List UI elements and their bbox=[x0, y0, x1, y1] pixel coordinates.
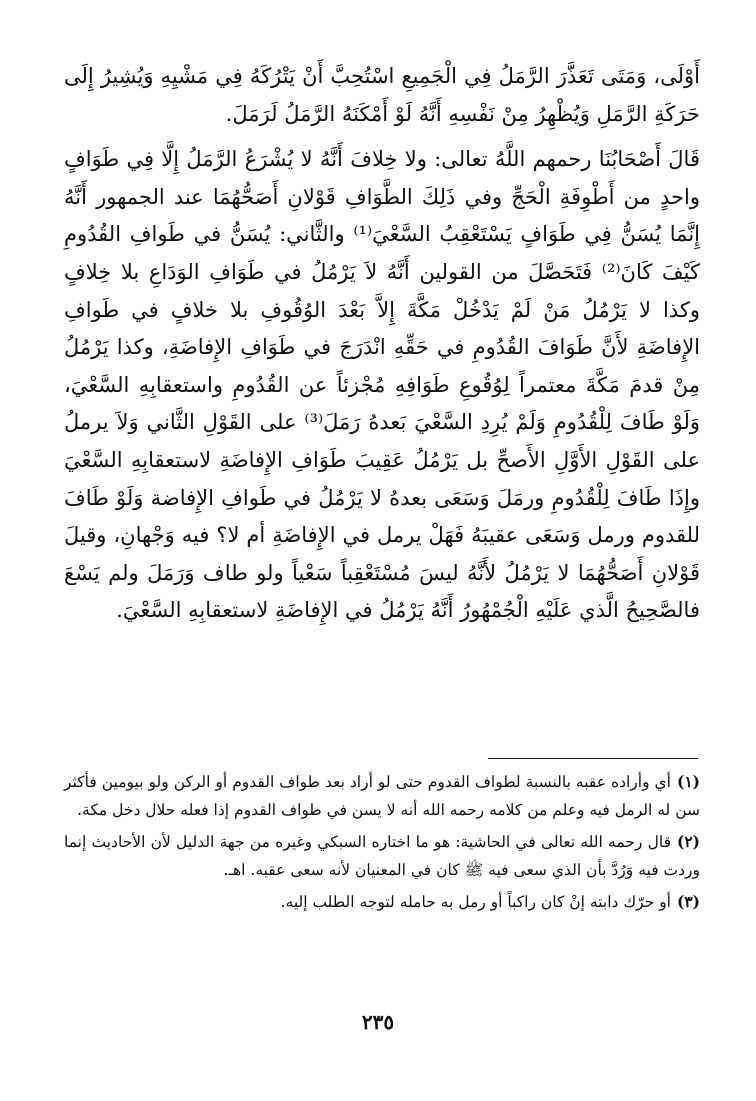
footnote-2-text: قال رحمه الله تعالى في الحاشية: هو ما اختاره السبكي وغيره من جهة الدليل لأن الأحاديث إنما وردت فيه وَرُدَّ بأن الذي سعى فيه ﷺ كان في المعنيان لأنه سعى عقبه. اهـ. bbox=[64, 833, 700, 879]
page-number: ٢٣٥ bbox=[361, 1010, 395, 1034]
footnote-3-text: أو حرّك دابته إنْ كان راكباً أو رمل به حامله لتوجه الطلب إليه. bbox=[280, 893, 671, 911]
footnote-1-text: أي وأراده عقبه بالنسبة لطواف القدوم حتى لو أراد بعد طواف القدوم أو الركن ولو بيومين فأكثر سن له الرمل فيه وعلم من كلامه رحمه الله أنه لا يسن في طواف القدوم إذا فعله حلال دخل مكة. bbox=[64, 773, 700, 819]
footnote-1-number: (١) bbox=[676, 772, 700, 791]
footnotes-block bbox=[64, 768, 700, 917]
footnote-2-number: (٢) bbox=[676, 832, 700, 851]
footnote-3-number: (٣) bbox=[676, 892, 700, 911]
footnote-1 bbox=[64, 768, 700, 824]
footnote-3 bbox=[64, 888, 700, 917]
paragraph-1: أَوْلَى، وَمَتَى تَعَذَّرَ الرَّمَلُ فِي الْجَمِيعِ اسْتُحِبَّ أَنْ يَتْرُكَهُ فِي مَشْيِهِ وَيُشِيرُ إِلَى حَرَكَةِ الرَّمَلِ وَيُظْهِرُ مِنْ نَفْسِهِ أَنَّهُ لَوْ أَمْكَنَهُ الرَّمَلُ لَرَمَلَ. bbox=[64, 64, 700, 126]
paragraph-2: قَالَ أَصْحَابُنَا رحمهم اللَّهُ تعالى: ولا خِلافَ أَنَّهُ لا يُشْرَعُ الرَّمَلُ إِلَّا فِي طَوَافٍ واحدٍ من أَطْوِفَةِ الْحَجِّ وفي ذَلِكَ الطَّوَافِ قَوْلانِ أَصَحُّهُمَا عند الجمهور أَنَّهُ إِنَّمَا يُسَنُّ فِي طَوَافٍ يَسْتَعْقِبُ السَّعْيَ⁽¹⁾ والثَّاني: يُسَنُّ في طَوافِ القُدُومِ كَيْفَ كَانَ⁽²⁾ فَتَحَصَّلَ من القولين أَنَّهُ لاَ يَرْمُلُ في طَوَافِ الوَدَاعِ بلا خِلافٍ وكذا لا يَرْمُلُ مَنْ لَمْ يَدْخُلْ مَكَّةَ إِلاَّ بَعْدَ الوُقُوفِ بلا خلافٍ في طَوافِ الإِفاضَةِ لأَنَّ طَوَافَ القُدُومِ في حَقِّهِ انْدَرَجَ في طَوَافِ الإِفاضَةِ، وكذا يَرْمُلُ مِنْ قدمَ مَكَّةَ معتمراً لِوُقُوعِ طَوَافِهِ مُجْزئاً عن القُدُومِ واستعقابِهِ السَّعْيَ، وَلَوْ طَافَ لِلْقُدُومِ وَلَمْ يُرِدِ السَّعْيَ بَعدهُ رَمَلَ⁽³⁾ على القَوْلِ الثَّاني وَلاَ يرملُ على القَوْلِ الأَوَّلِ الأَصحِّ بل يَرْمُلُ عَقِيبَ طَوَافِ الإِفاضَةِ لاستعقابِهِ السَّعْيَ وإِذَا طَافَ لِلْقُدُومِ ورمَلَ وَسَعَى بعدهُ لا يَرْمُلُ في طَوافِ الإِفاضة وَلَوْ طَافَ للقدوم ورمل وَسَعَى عقيبَهُ فَهَلْ يرمل في الإِفاضَةِ أم لا؟ فيه وَجْهانِ، وقيلَ قَوْلانِ أَصَحُّهُمَا لا يَرْمُلُ لأَنَّهُ ليسَ مُسْتَعْقِباً سَعْياً ولو طاف وَرَمَلَ ولم يَسْعَ فالصَّحِيحُ الَّذي عَلَيْهِ الْجُمْهُورُ أَنَّهُ يَرْمُلُ في الإِفاضَةِ لاستعقابِهِ السَّعْيَ. bbox=[64, 147, 700, 623]
main-text-block bbox=[64, 58, 700, 630]
footnote-separator bbox=[488, 758, 698, 759]
footnote-2 bbox=[64, 828, 700, 884]
